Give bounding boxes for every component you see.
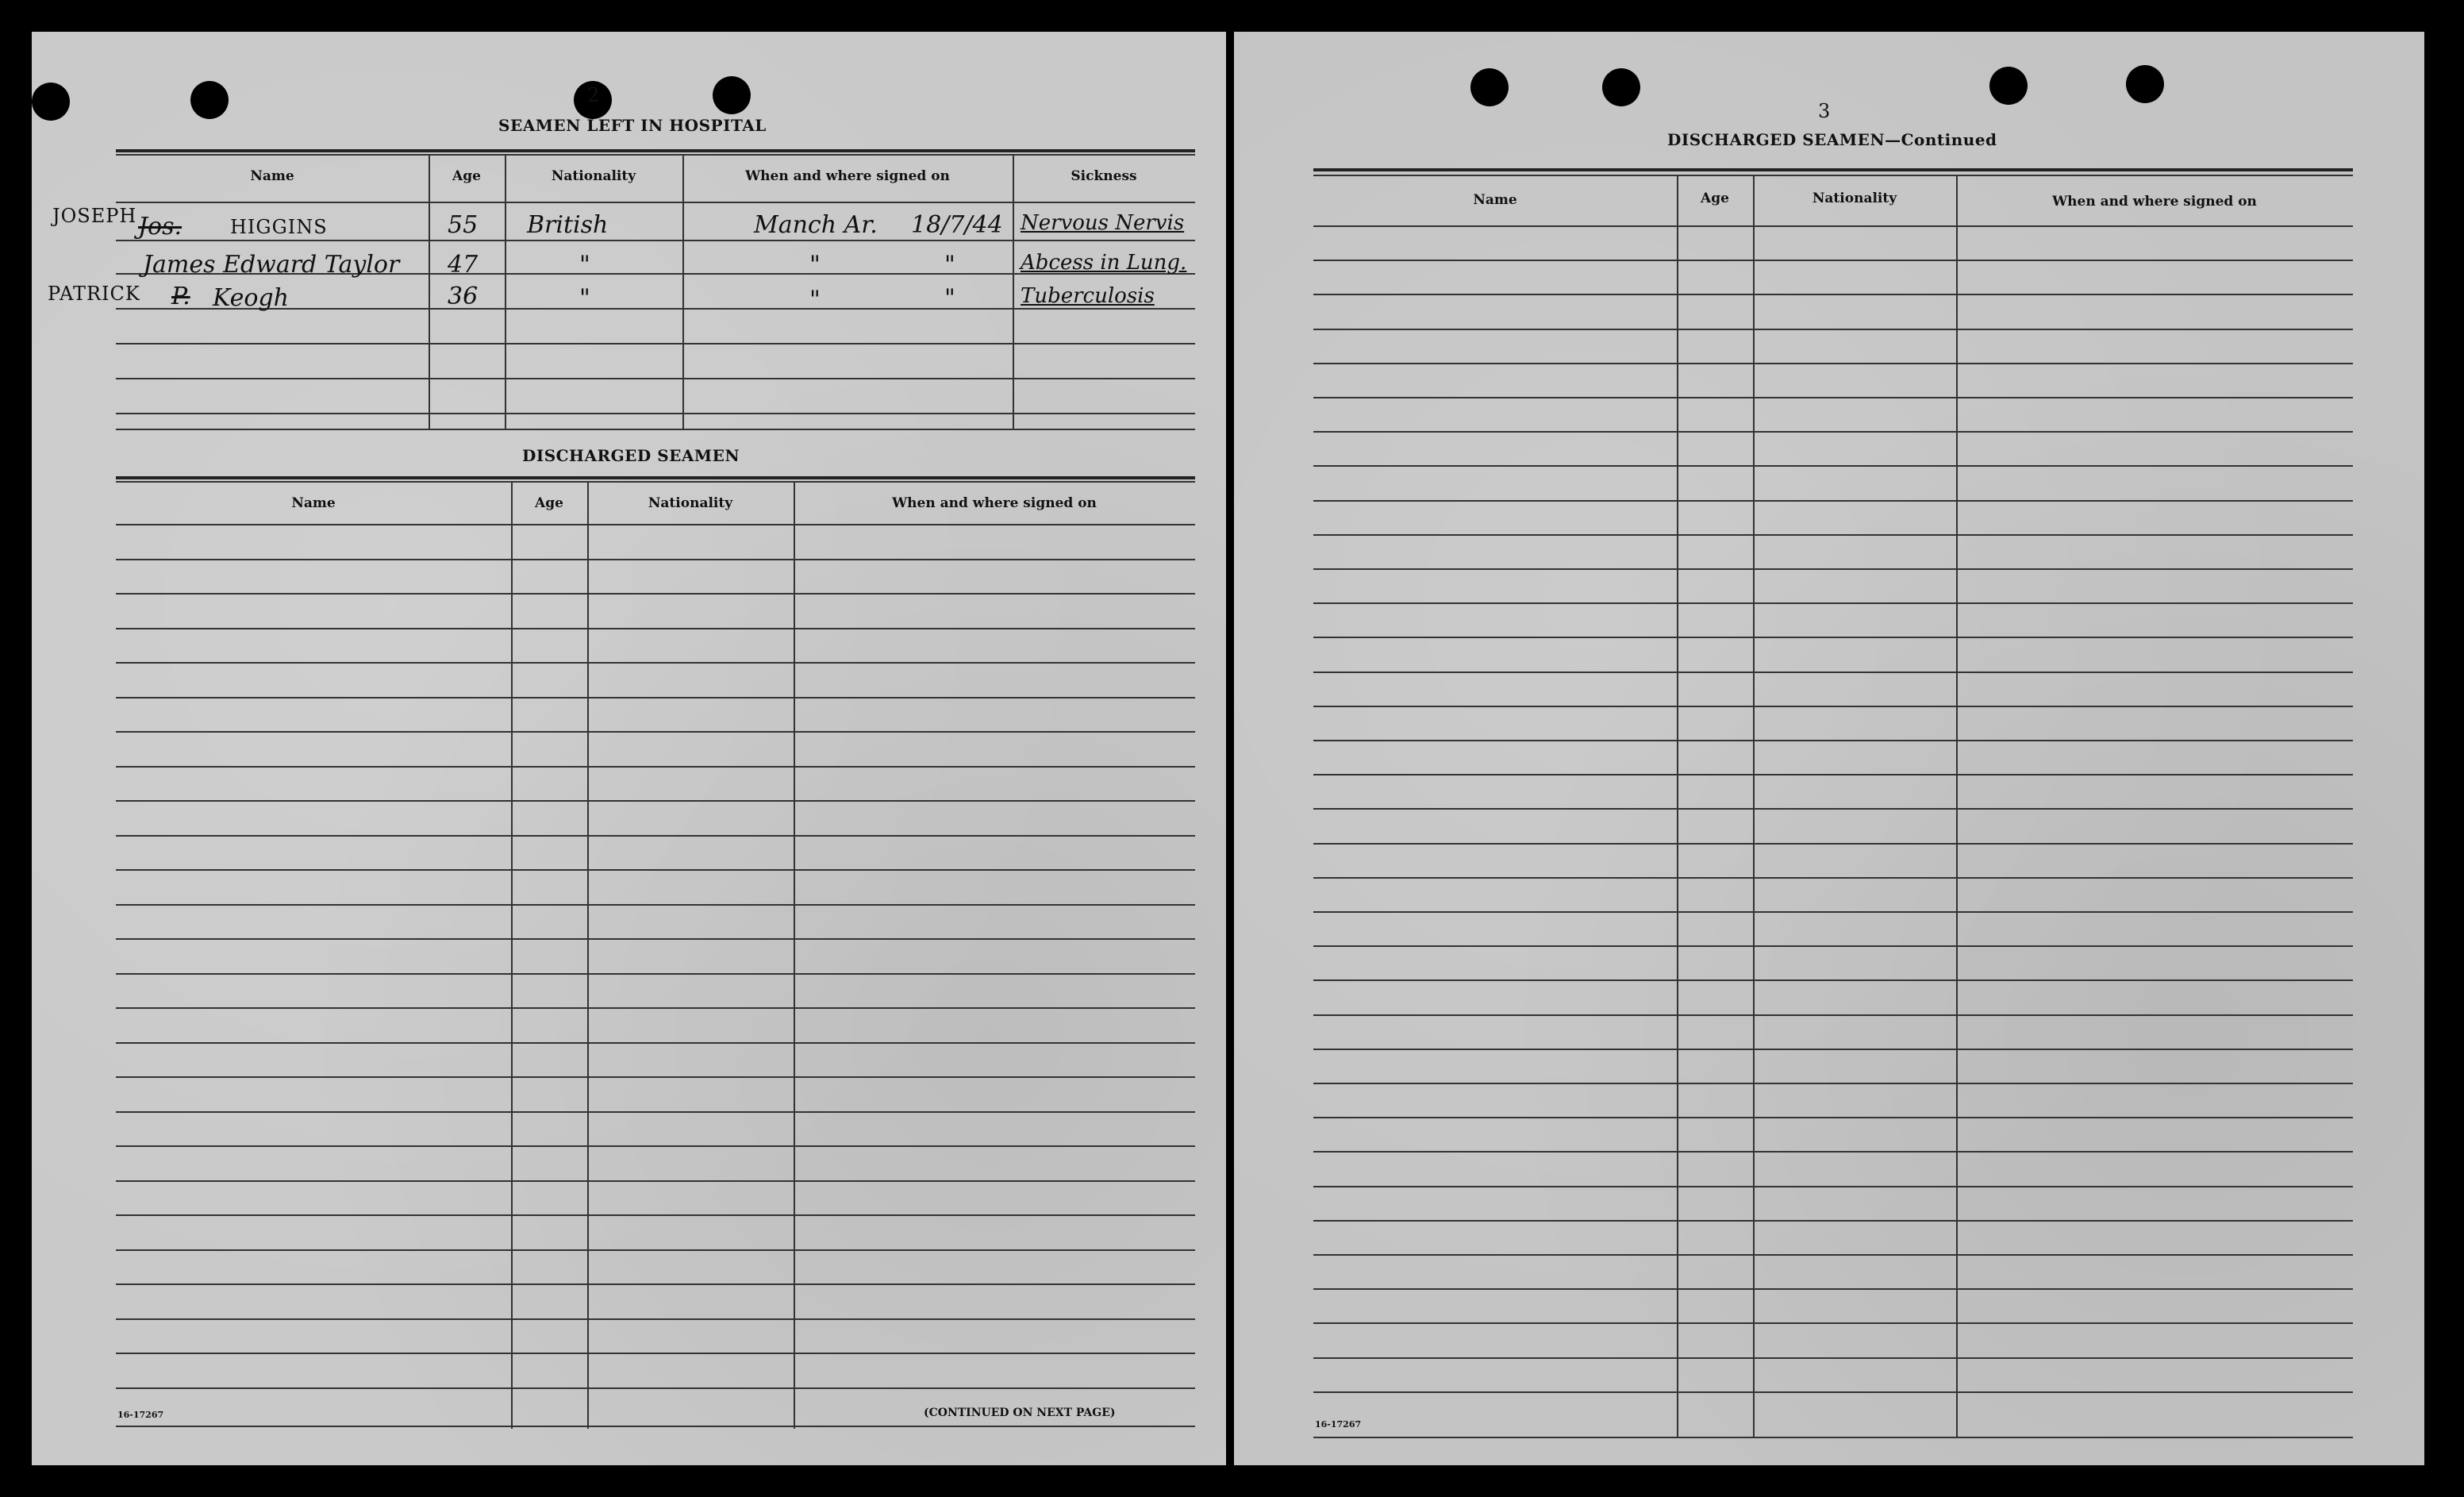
table-row-rule (116, 697, 1195, 698)
discharged-col-age: Age (535, 495, 563, 511)
table-row-rule (116, 1042, 1195, 1044)
table-rule (116, 481, 1195, 483)
hospital-row-1-surname: HIGGINS (230, 216, 328, 238)
table-row-rule (1313, 740, 2353, 741)
table-row-rule (1313, 1357, 2353, 1359)
punch-hole (32, 83, 70, 121)
discharged-col-name: Name (291, 495, 336, 511)
table-row-rule (1313, 1049, 2353, 1050)
table-row-rule (1313, 1254, 2353, 1256)
punch-hole (1602, 68, 1640, 106)
hospital-row-3-surname: Keogh (213, 284, 289, 312)
column-divider (511, 481, 513, 1429)
continued-note: (CONTINUED ON NEXT PAGE) (924, 1407, 1116, 1419)
hospital-row-2-sickness: Abcess in Lung. (1021, 251, 1187, 275)
table-rule (1313, 168, 2353, 171)
table-rule (116, 413, 1195, 414)
table-row-rule (1313, 431, 2353, 433)
table-row-rule (1313, 363, 2353, 364)
table-row-rule (1313, 706, 2353, 707)
discharged-continued-title: DISCHARGED SEAMEN—Continued (1667, 130, 1997, 149)
table-row-rule (116, 973, 1195, 975)
table-row-rule (1313, 877, 2353, 879)
hospital-row-1-sickness: Nervous Nervis (1021, 211, 1185, 235)
column-divider (505, 154, 506, 429)
table-row-rule (1313, 465, 2353, 467)
hospital-row-1-signed-date: 18/7/44 (911, 211, 1003, 239)
table-row-rule (1313, 1288, 2353, 1290)
hospital-row-3-name-struck: P. (171, 283, 190, 310)
hospital-row-1-signed-place: Manch Ar. (754, 211, 878, 239)
table-row-rule (116, 628, 1195, 629)
table-row-rule (1313, 843, 2353, 845)
table-rule (116, 429, 1195, 430)
table-rule (116, 343, 1195, 344)
table-row-rule (116, 1318, 1195, 1320)
hospital-row-1-name-struck: Jos. (138, 213, 183, 241)
column-divider (1677, 175, 1678, 1437)
hospital-row-2-name: James Edward Taylor (143, 251, 400, 279)
table-rule (116, 476, 1195, 479)
table-row-rule (116, 1353, 1195, 1354)
punch-hole (713, 76, 751, 114)
table-row-rule (1313, 637, 2353, 638)
table-row-rule (1313, 500, 2353, 502)
right-col-age: Age (1701, 190, 1729, 206)
table-rule (116, 378, 1195, 379)
column-divider (682, 154, 684, 429)
table-row-rule (116, 524, 1195, 525)
column-divider (794, 481, 795, 1429)
table-row-rule (1313, 1151, 2353, 1153)
punch-hole (190, 81, 229, 119)
hospital-row-3-signed-place: " (809, 286, 821, 314)
discharged-section-title: DISCHARGED SEAMEN (522, 446, 740, 465)
hospital-col-age: Age (452, 168, 481, 184)
table-row-rule (1313, 979, 2353, 981)
table-row-rule (1313, 260, 2353, 261)
table-row-rule (1313, 1220, 2353, 1222)
column-divider (1753, 175, 1755, 1437)
right-col-name: Name (1473, 192, 1517, 208)
discharged-col-nationality: Nationality (648, 495, 733, 511)
table-row-rule (1313, 602, 2353, 604)
table-row-rule (116, 1076, 1195, 1078)
table-row-rule (1313, 911, 2353, 913)
table-row-rule (116, 1111, 1195, 1113)
table-row-rule (1313, 672, 2353, 673)
table-row-rule (116, 1426, 1195, 1427)
table-row-rule (1313, 329, 2353, 330)
table-row-rule (1313, 1014, 2353, 1016)
table-row-rule (1313, 1322, 2353, 1324)
table-rule (1313, 175, 2353, 176)
table-row-rule (1313, 294, 2353, 295)
table-row-rule (116, 869, 1195, 871)
form-code: 16-17267 (117, 1410, 164, 1420)
hospital-row-3-sickness: Tuberculosis (1021, 284, 1155, 308)
discharged-col-signed-on: When and where signed on (892, 495, 1097, 511)
hospital-row-3-signed-date: " (944, 284, 955, 312)
hospital-row-2-nationality: " (579, 251, 590, 279)
table-row-rule (1313, 534, 2353, 536)
hospital-row-2-signed-date: " (944, 251, 955, 279)
table-row-rule (1313, 1117, 2353, 1118)
hospital-col-nationality: Nationality (551, 168, 636, 184)
table-row-rule (116, 1283, 1195, 1285)
hospital-row-1-nationality: British (527, 211, 609, 239)
page-number: 2 (587, 84, 600, 106)
table-row-rule (116, 938, 1195, 940)
table-row-rule (116, 593, 1195, 595)
table-rule (116, 149, 1195, 152)
column-divider (587, 481, 589, 1429)
table-rule (116, 240, 1195, 241)
right-col-nationality: Nationality (1812, 190, 1897, 206)
hospital-row-3-age: 36 (448, 283, 479, 310)
table-row-rule (1313, 1186, 2353, 1187)
form-code: 16-17267 (1315, 1419, 1362, 1430)
table-row-rule (116, 800, 1195, 802)
right-col-signed-on: When and where signed on (2052, 194, 2257, 210)
hospital-row-1-name-correction: JOSEPH (52, 205, 137, 227)
table-row-rule (116, 835, 1195, 837)
column-divider (1013, 154, 1014, 429)
table-row-rule (116, 1180, 1195, 1182)
hospital-row-3-nationality: " (579, 284, 590, 312)
table-row-rule (116, 1214, 1195, 1216)
hospital-row-3-name-correction: PATRICK (48, 283, 140, 305)
column-divider (429, 154, 430, 429)
table-rule (116, 202, 1195, 203)
table-row-rule (116, 1145, 1195, 1147)
table-row-rule (1313, 774, 2353, 775)
table-row-rule (1313, 945, 2353, 947)
page-number: 3 (1818, 100, 1831, 122)
table-row-rule (116, 1249, 1195, 1251)
table-row-rule (116, 559, 1195, 560)
punch-hole (2126, 65, 2164, 103)
left-page (32, 32, 1226, 1465)
table-rule (116, 154, 1195, 156)
hospital-row-2-signed-place: " (809, 251, 821, 279)
punch-hole (1989, 67, 2028, 105)
hospital-row-2-age: 47 (448, 251, 479, 279)
hospital-col-name: Name (250, 168, 294, 184)
table-row-rule (116, 662, 1195, 664)
punch-hole (1470, 68, 1509, 106)
table-row-rule (116, 1387, 1195, 1389)
table-row-rule (1313, 808, 2353, 810)
table-row-rule (116, 904, 1195, 906)
table-row-rule (116, 1007, 1195, 1009)
right-page (1234, 32, 2424, 1465)
hospital-section-title: SEAMEN LEFT IN HOSPITAL (498, 116, 767, 135)
table-row-rule (116, 731, 1195, 733)
table-row-rule (1313, 1391, 2353, 1393)
table-row-rule (1313, 568, 2353, 570)
table-row-rule (1313, 1083, 2353, 1084)
column-divider (1956, 175, 1958, 1437)
hospital-row-1-age: 55 (448, 211, 479, 239)
hospital-col-sickness: Sickness (1071, 168, 1137, 184)
table-row-rule (1313, 397, 2353, 398)
table-row-rule (1313, 225, 2353, 227)
hospital-col-signed-on: When and where signed on (745, 168, 950, 184)
table-row-rule (116, 766, 1195, 768)
table-row-rule (1313, 1437, 2353, 1438)
